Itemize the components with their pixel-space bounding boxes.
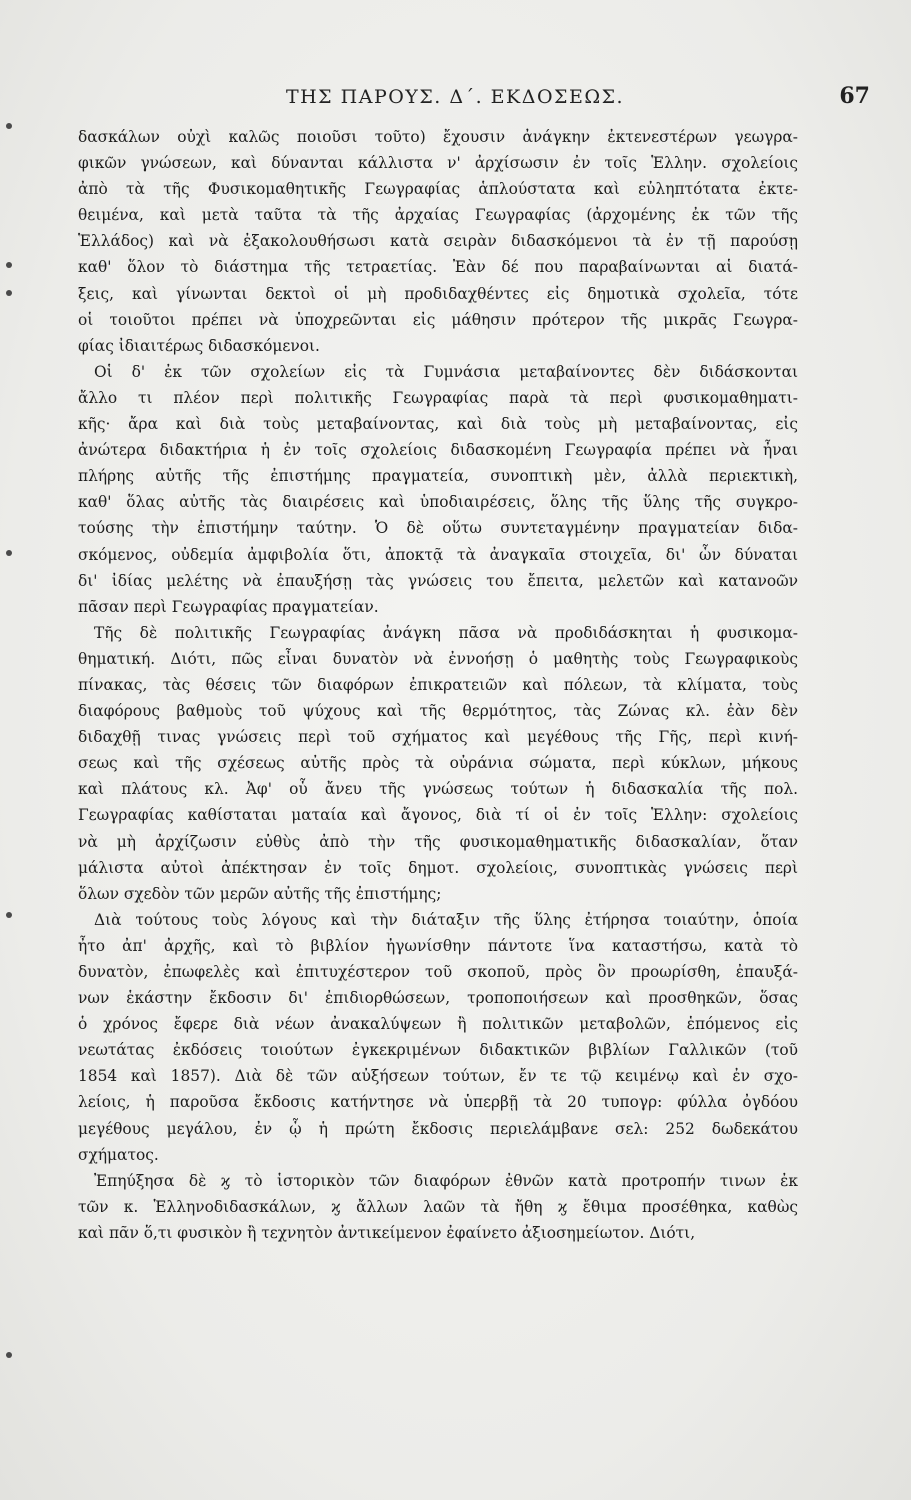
margin-marks xyxy=(0,0,40,1500)
text-line: Ἐπηύξησα δὲ ϗ τὸ ἱστορικὸν τῶν διαφόρων ἐθνῶν κατὰ προτροπήν τινων ἐκ xyxy=(94,1171,798,1190)
text-line: δι' ἰδίας μελέτης νὰ ἐπαυξήσῃ τὰς γνώσεις του ἔπειτα, μελετῶν καὶ κατανοῶν xyxy=(78,571,798,590)
text-line: καὶ πλάτους κλ. Ἀφ' οὗ ἄνευ τῆς γνώσεως τούτων ἡ διδασκαλία τῆς πολ. xyxy=(78,780,798,799)
text-line: πλήρης αὐτῆς τῆς ἐπιστήμης πραγματεία, συνοπτικὴ μὲν, ἀλλὰ περιεκτικὴ, xyxy=(78,467,798,486)
text-line: δασκάλων οὐχὶ καλῶς ποιοῦσι τοῦτο) ἔχουσιν ἀνάγκην ἐκτενεστέρων γεωγρα- xyxy=(78,128,798,146)
margin-dot xyxy=(6,290,12,296)
text-line: ὁ χρόνος ἔφερε διὰ νέων ἀνακαλύψεων ἢ πολιτικῶν μεταβολῶν, ἑπόμενος εἰς xyxy=(78,1015,798,1034)
text-line: ὅλων σχεδὸν τῶν μερῶν αὐτῆς τῆς ἐπιστήμης; xyxy=(78,884,442,903)
text-line: Διὰ τούτους τοὺς λόγους καὶ τὴν διάταξιν τῆς ὕλης ἐτήρησα τοιαύτην, ὁποία xyxy=(94,910,798,929)
text-line: σεως καὶ τῆς σχέσεως αὐτῆς πρὸς τὰ οὐράνια σώματα, περὶ κύκλων, μήκους xyxy=(78,754,798,773)
margin-dot xyxy=(6,262,12,268)
text-line: δυνατὸν, ἐπωφελὲς καὶ ἐπιτυχέστερον τοῦ σκοποῦ, πρὸς ὃν προωρίσθη, ἐπαυξά- xyxy=(78,963,798,981)
text-line: ἀνώτερα διδακτήρια ἡ ἐν τοῖς σχολείοις διδασκομένη Γεωγραφία πρέπει νὰ ἦναι xyxy=(78,441,798,460)
paragraph xyxy=(78,124,798,359)
text-line: καὶ πᾶν ὅ,τι φυσικὸν ἢ τεχνητὸν ἀντικείμενον ἐφαίνετο ἀξιοσημείωτον. Διότι, xyxy=(78,1223,696,1242)
text-line: πίνακας, τὰς θέσεις τῶν διαφόρων ἐπικρατειῶν καὶ πόλεων, τὰ κλίματα, τοὺς xyxy=(78,675,798,694)
text-line: Τῆς δὲ πολιτικῆς Γεωγραφίας ἀνάγκη πᾶσα νὰ προδιδάσκηται ἡ φυσικομα- xyxy=(94,623,798,642)
page-number: 67 xyxy=(839,83,870,109)
text-line: θηματική. Διότι, πῶς εἶναι δυνατὸν νὰ ἐννοήσῃ ὁ μαθητὴς τοὺς Γεωγραφικοὺς xyxy=(78,649,798,668)
margin-dot xyxy=(6,123,12,129)
text-line: κῆς· ἄρα καὶ διὰ τοὺς μεταβαίνοντας, καὶ διὰ τοὺς μὴ μεταβαίνοντας, εἰς xyxy=(78,415,798,434)
text-line: Γεωγραφίας καθίσταται ματαία καὶ ἄγονος, διὰ τί οἱ ἐν τοῖς Ἑλλην: σχολείοις xyxy=(78,806,798,825)
page-header xyxy=(40,83,870,114)
paragraph xyxy=(78,359,798,620)
text-line: λείοις, ἡ παροῦσα ἔκδοσις κατήντησε νὰ ὑπερβῇ τὰ 20 τυπογρ: φύλλα ὀγδόου xyxy=(78,1093,798,1112)
running-title: ΤΗΣ ΠΑΡΟΥΣ. Δ΄. ΕΚΔΟΣΕΩΣ. xyxy=(285,86,625,108)
paragraph xyxy=(78,620,798,907)
text-line: ἄλλο τι πλέον περὶ πολιτικῆς Γεωγραφίας παρὰ τὰ περὶ φυσικομαθηματι- xyxy=(78,388,798,407)
margin-dot xyxy=(6,1352,12,1358)
text-line: ἀπὸ τὰ τῆς Φυσικομαθητικῆς Γεωγραφίας ἁπλούστατα καὶ εὐληπτότατα ἐκτε- xyxy=(78,180,798,199)
text-line: σχήματος. xyxy=(78,1145,159,1164)
text-line: μεγέθους μεγάλου, ἐν ᾧ ἡ πρώτη ἔκδοσις περιελάμβανε σελ: 252 δωδεκάτου xyxy=(78,1119,798,1138)
text-line: θειμένα, καὶ μετὰ ταῦτα τὰ τῆς ἀρχαίας Γεωγραφίας (ἀρχομένης ἐκ τῶν τῆς xyxy=(78,206,798,225)
text-line: διαφόρους βαθμοὺς τοῦ ψύχους καὶ τῆς θερμότητος, τὰς Ζώνας κλ. ἐὰν δὲν xyxy=(78,702,798,721)
text-line: Ἑλλάδος) καὶ νὰ ἐξακολουθήσωσι κατὰ σειρὰν διδασκόμενοι τὰ ἐν τῇ παρούσῃ xyxy=(78,232,798,251)
text-line: τῶν κ. Ἑλληνοδιδασκάλων, ϗ ἄλλων λαῶν τὰ ἤθη ϗ ἔθιμα προσέθηκα, καθὼς xyxy=(78,1197,798,1216)
text-line: πᾶσαν περὶ Γεωγραφίας πραγματείαν. xyxy=(78,597,379,616)
text-line: τούσης τὴν ἐπιστήμην ταύτην. Ὁ δὲ οὕτω συντεταγμένην πραγματείαν διδα- xyxy=(78,519,798,538)
margin-dot xyxy=(6,912,12,918)
text-line: σκόμενος, οὐδεμία ἀμφιβολία ὅτι, ἀποκτᾷ τὰ ἀναγκαῖα στοιχεῖα, δι' ὧν δύναται xyxy=(78,545,798,564)
text-body xyxy=(78,124,798,1246)
text-line: φικῶν γνώσεων, καὶ δύνανται κάλλιστα ν' ἀρχίσωσιν ἐν τοῖς Ἑλλην. σχολείοις xyxy=(78,154,798,173)
text-line: καθ' ὅλον τὸ διάστημα τῆς τετραετίας. Ἐὰν δέ που παραβαίνωνται αἱ διατά- xyxy=(78,258,798,277)
text-line: ἦτο ἀπ' ἀρχῆς, καὶ τὸ βιβλίον ἠγωνίσθην πάντοτε ἵνα καταστήσω, κατὰ τὸ xyxy=(78,936,798,955)
text-line: μάλιστα αὐτοὶ ἀπέκτησαν ἐν τοῖς δημοτ. σχολείοις, συνοπτικὰς γνώσεις περὶ xyxy=(78,858,798,877)
text-line: νεωτάτας ἐκδόσεις τοιούτων ἐγκεκριμένων διδακτικῶν βιβλίων Γαλλικῶν (τοῦ xyxy=(78,1041,798,1060)
text-line: φίας ἰδιαιτέρως διδασκόμενοι. xyxy=(78,336,320,355)
paragraph xyxy=(78,1168,798,1246)
paragraph xyxy=(78,907,798,1168)
text-line: νὰ μὴ ἀρχίζωσιν εὐθὺς ἀπὸ τὴν τῆς φυσικομαθηματικῆς διδασκαλίαν, ὅταν xyxy=(78,832,798,851)
text-line: διδαχθῇ τινας γνώσεις περὶ τοῦ σχήματος καὶ μεγέθους τῆς Γῆς, περὶ κινή- xyxy=(78,728,798,747)
text-line: 1854 καὶ 1857). Διὰ δὲ τῶν αὐξήσεων τούτων, ἔν τε τῷ κειμένῳ καὶ ἐν σχο- xyxy=(78,1067,798,1086)
text-line: οἱ τοιοῦτοι πρέπει νὰ ὑποχρεῶνται εἰς μάθησιν πρότερον τῆς μικρᾶς Γεωγρα- xyxy=(78,310,798,329)
margin-dot xyxy=(6,550,12,556)
text-line: νων ἑκάστην ἔκδοσιν δι' ἐπιδιορθώσεων, τροποποιήσεων καὶ προσθηκῶν, ὅσας xyxy=(78,989,798,1008)
text-line: καθ' ὅλας αὐτῆς τὰς διαιρέσεις καὶ ὑποδιαιρέσεις, ὅλης τῆς ὕλης τῆς συγκρο- xyxy=(78,493,798,512)
text-line: ξεις, καὶ γίνωνται δεκτοὶ οἱ μὴ προδιδαχθέντες εἰς δημοτικὰ σχολεῖα, τότε xyxy=(78,284,798,303)
text-line: Οἱ δ' ἐκ τῶν σχολείων εἰς τὰ Γυμνάσια μεταβαίνοντες δὲν διδάσκονται xyxy=(94,362,798,381)
